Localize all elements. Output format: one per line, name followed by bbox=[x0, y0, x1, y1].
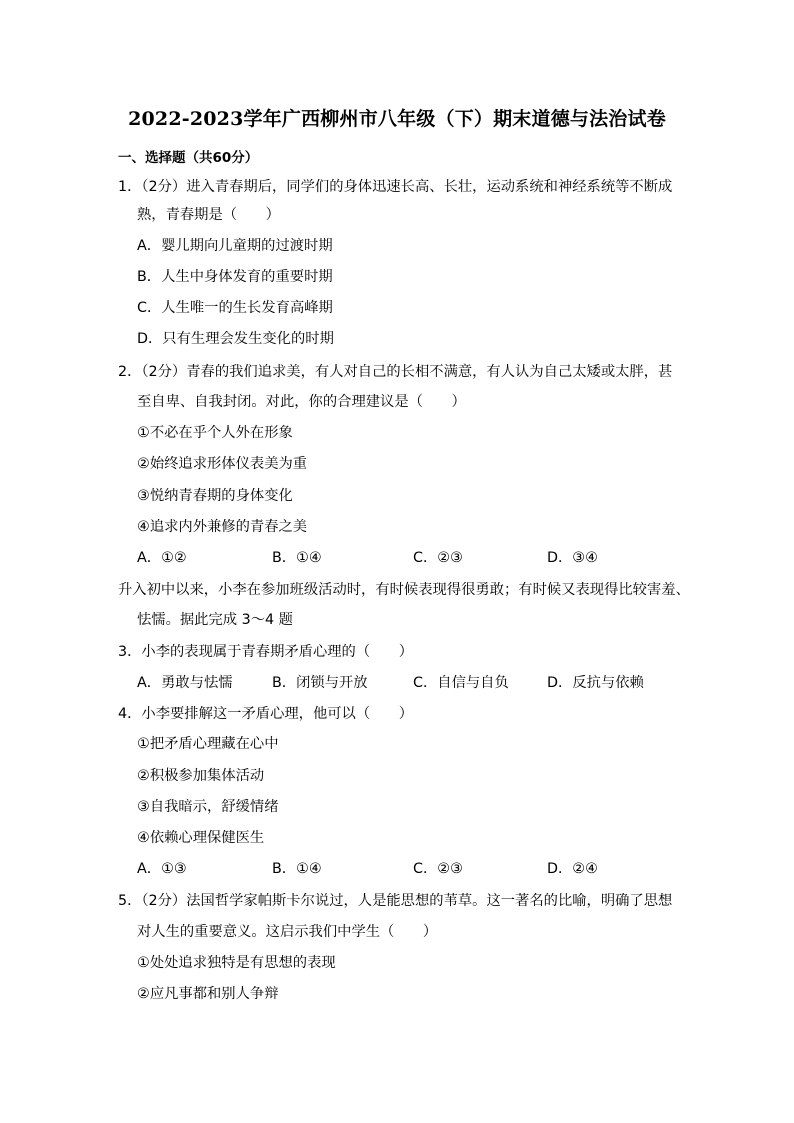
q2-option-a: A．①② bbox=[137, 550, 187, 566]
q5-statement-1: ①处处追求独特是有思想的表现 bbox=[137, 955, 336, 971]
material-line2: 怯懦。据此完成 3～4 题 bbox=[137, 612, 293, 628]
q4-option-a: A．①③ bbox=[137, 861, 187, 877]
q1-option-a: A．婴儿期向儿童期的过渡时期 bbox=[137, 238, 333, 254]
q3-option-a: A．勇敢与怯懦 bbox=[137, 675, 233, 691]
q2-statement-4: ④追求内外兼修的青春之美 bbox=[137, 519, 308, 535]
q4-stem: 4．小李要排解这一矛盾心理，他可以（ ） bbox=[118, 706, 414, 722]
section-heading: 一、选择题（共60分） bbox=[118, 150, 259, 166]
q2-statement-2: ②始终追求形体仪表美为重 bbox=[137, 456, 308, 472]
q4-statement-2: ②积极参加集体活动 bbox=[137, 768, 265, 784]
q3-option-d: D．反抗与依赖 bbox=[547, 675, 644, 691]
q1-option-b: B．人生中身体发育的重要时期 bbox=[137, 269, 333, 285]
q4-statement-3: ③自我暗示，舒缓情绪 bbox=[137, 799, 279, 815]
page-title: 2022-2023学年广西柳州市八年级（下）期末道德与法治试卷 bbox=[128, 108, 666, 130]
q3-option-c: C．自信与自负 bbox=[413, 675, 509, 691]
q4-option-d: D．②④ bbox=[547, 861, 598, 877]
q4-statement-4: ④依赖心理保健医生 bbox=[137, 830, 265, 846]
q1-stem-line2: 熟，青春期是（ ） bbox=[137, 207, 280, 223]
q2-statement-3: ③悦纳青春期的身体变化 bbox=[137, 488, 293, 504]
q3-stem: 3．小李的表现属于青春期矛盾心理的（ ） bbox=[118, 644, 414, 660]
q1-stem-line1: 1．（2分）进入青春期后，同学们的身体迅速长高、长壮，运动系统和神经系统等不断成 bbox=[118, 179, 673, 195]
q5-stem-line1: 5．（2分）法国哲学家帕斯卡尔说过，人是能思想的苇草。这一著名的比喻，明确了思想 bbox=[118, 893, 673, 909]
q2-option-b: B．①④ bbox=[272, 550, 322, 566]
q2-option-d: D．③④ bbox=[547, 550, 598, 566]
q3-option-b: B．闭锁与开放 bbox=[272, 675, 368, 691]
q5-statement-2: ②应凡事都和别人争辩 bbox=[137, 986, 279, 1002]
q4-option-c: C．②③ bbox=[413, 861, 463, 877]
q5-stem-line2: 对人生的重要意义。这启示我们中学生（ ） bbox=[137, 924, 438, 940]
q2-statement-1: ①不必在乎个人外在形象 bbox=[137, 425, 293, 441]
q2-stem-line2: 至自卑、自我封闭。对此，你的合理建议是（ ） bbox=[137, 394, 466, 410]
q1-option-d: D．只有生理会发生变化的时期 bbox=[137, 331, 334, 347]
q2-option-c: C．②③ bbox=[413, 550, 463, 566]
q1-option-c: C．人生唯一的生长发育高峰期 bbox=[137, 300, 333, 316]
q4-statement-1: ①把矛盾心理藏在心中 bbox=[137, 736, 279, 752]
q2-stem-line1: 2．（2分）青春的我们追求美，有人对自己的长相不满意，有人认为自己太矮或太胖，甚 bbox=[118, 364, 673, 380]
material-line1: 升入初中以来，小李在参加班级活动时，有时候表现得很勇敢；有时候又表现得比较害羞、 bbox=[118, 582, 690, 598]
q4-option-b: B．①④ bbox=[272, 861, 322, 877]
